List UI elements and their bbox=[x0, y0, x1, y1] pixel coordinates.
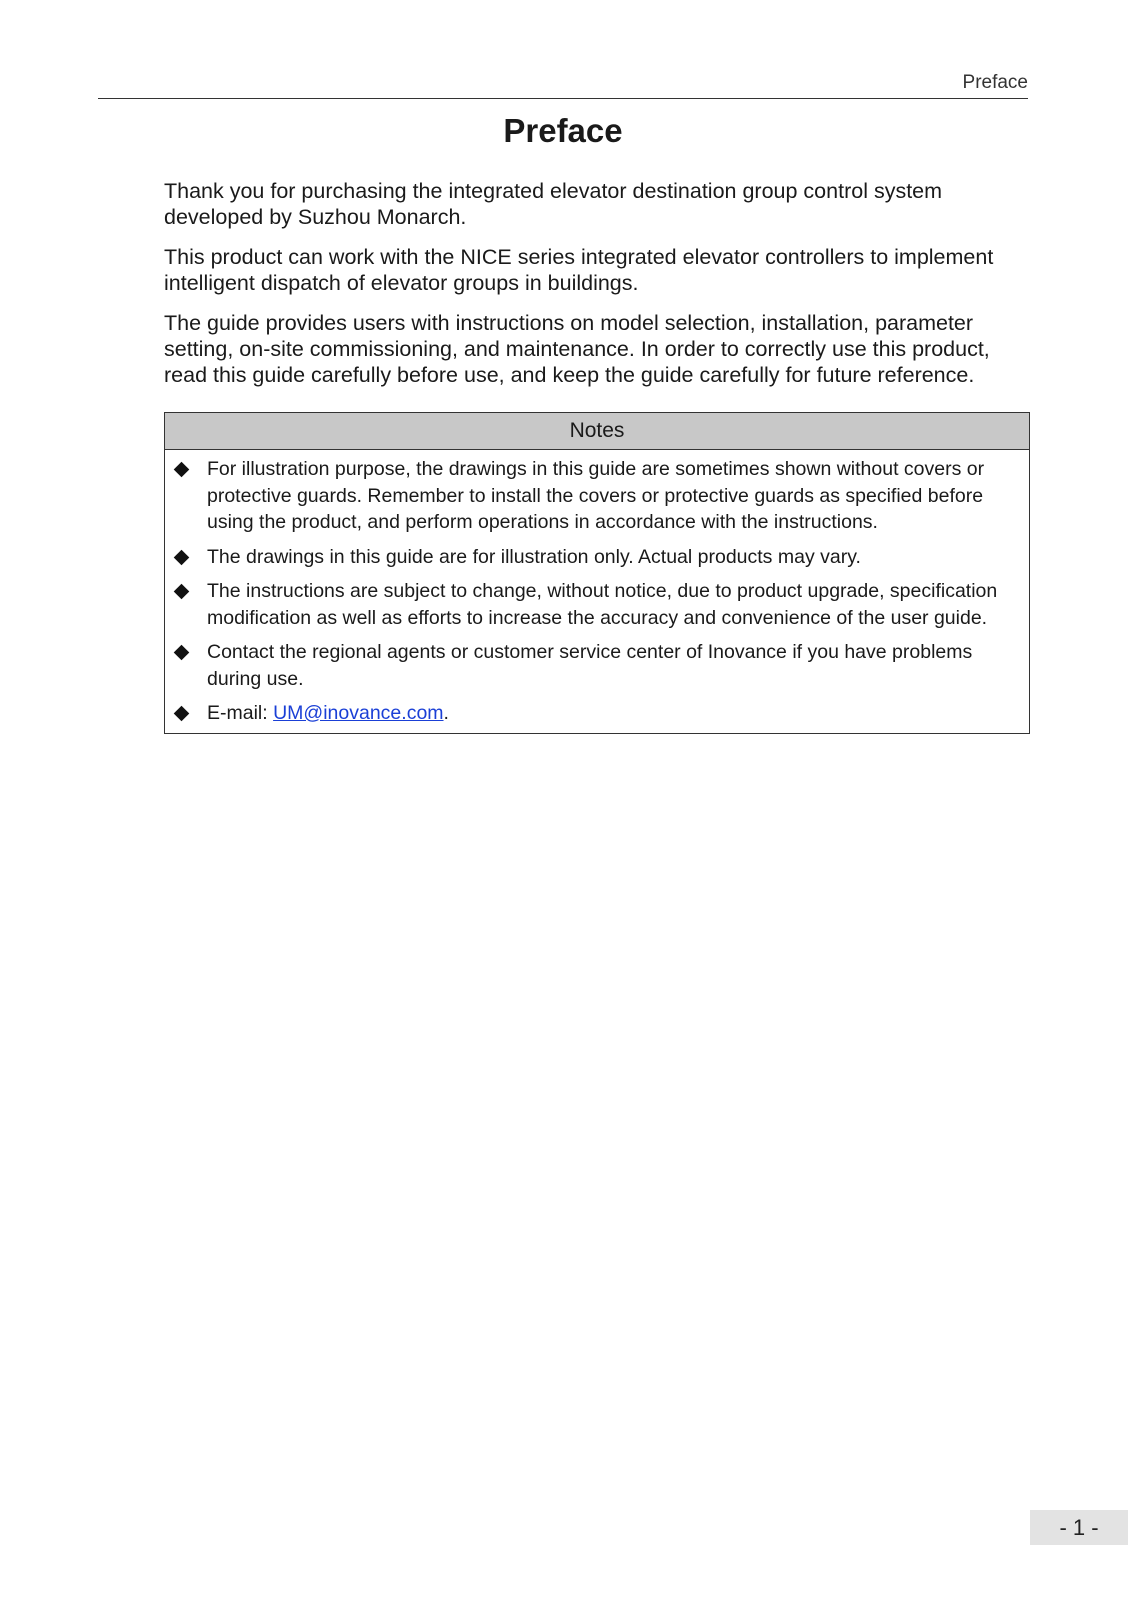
note-item bbox=[165, 639, 1021, 692]
preface-body bbox=[164, 178, 1030, 402]
email-link[interactable]: UM@inovance.com bbox=[273, 702, 444, 724]
paragraph-product: This product can work with the NICE series integrated elevator controllers to implement intelligent dispatch of elevator groups in buildings. bbox=[164, 245, 994, 295]
note-text: The instructions are subject to change, without notice, due to product upgrade, specification modification as well as efforts to increase the accuracy and convenience of the user guide. bbox=[207, 580, 998, 629]
paragraph-intro: Thank you for purchasing the integrated elevator destination group control system developed by Suzhou Monarch. bbox=[164, 179, 943, 229]
note-item bbox=[165, 578, 1021, 631]
notes-list bbox=[165, 450, 1029, 733]
paragraph-guide: The guide provides users with instructions on model selection, installation, parameter setting, on-site commissioning, and maintenance. In order to correctly use this product, read this guide carefully before use, and keep the guide carefully for future reference. bbox=[164, 311, 990, 387]
note-text: For illustration purpose, the drawings in this guide are sometimes shown without covers or protective guards. Remember to install the covers or protective guards as specified before using the product, and perform operations in accordance with the instructions. bbox=[207, 458, 985, 533]
diamond-icon bbox=[174, 706, 190, 722]
note-item bbox=[165, 456, 1021, 536]
note-item-email bbox=[165, 700, 1021, 727]
note-item bbox=[165, 544, 1021, 571]
running-header bbox=[98, 68, 1028, 99]
diamond-icon bbox=[174, 549, 190, 565]
diamond-icon bbox=[174, 584, 190, 600]
email-label: E-mail: bbox=[207, 702, 274, 724]
page-number: - 1 - bbox=[1030, 1510, 1128, 1545]
diamond-icon bbox=[174, 462, 190, 478]
notes-box bbox=[164, 412, 1030, 734]
diamond-icon bbox=[174, 645, 190, 661]
page-title: Preface bbox=[503, 112, 623, 149]
running-header-title: Preface bbox=[962, 72, 1028, 93]
email-suffix: . bbox=[443, 702, 449, 724]
note-text: The drawings in this guide are for illustration only. Actual products may vary. bbox=[207, 545, 861, 568]
notes-heading: Notes bbox=[165, 413, 1029, 450]
note-text: Contact the regional agents or customer service center of Inovance if you have problems during use. bbox=[207, 641, 973, 690]
